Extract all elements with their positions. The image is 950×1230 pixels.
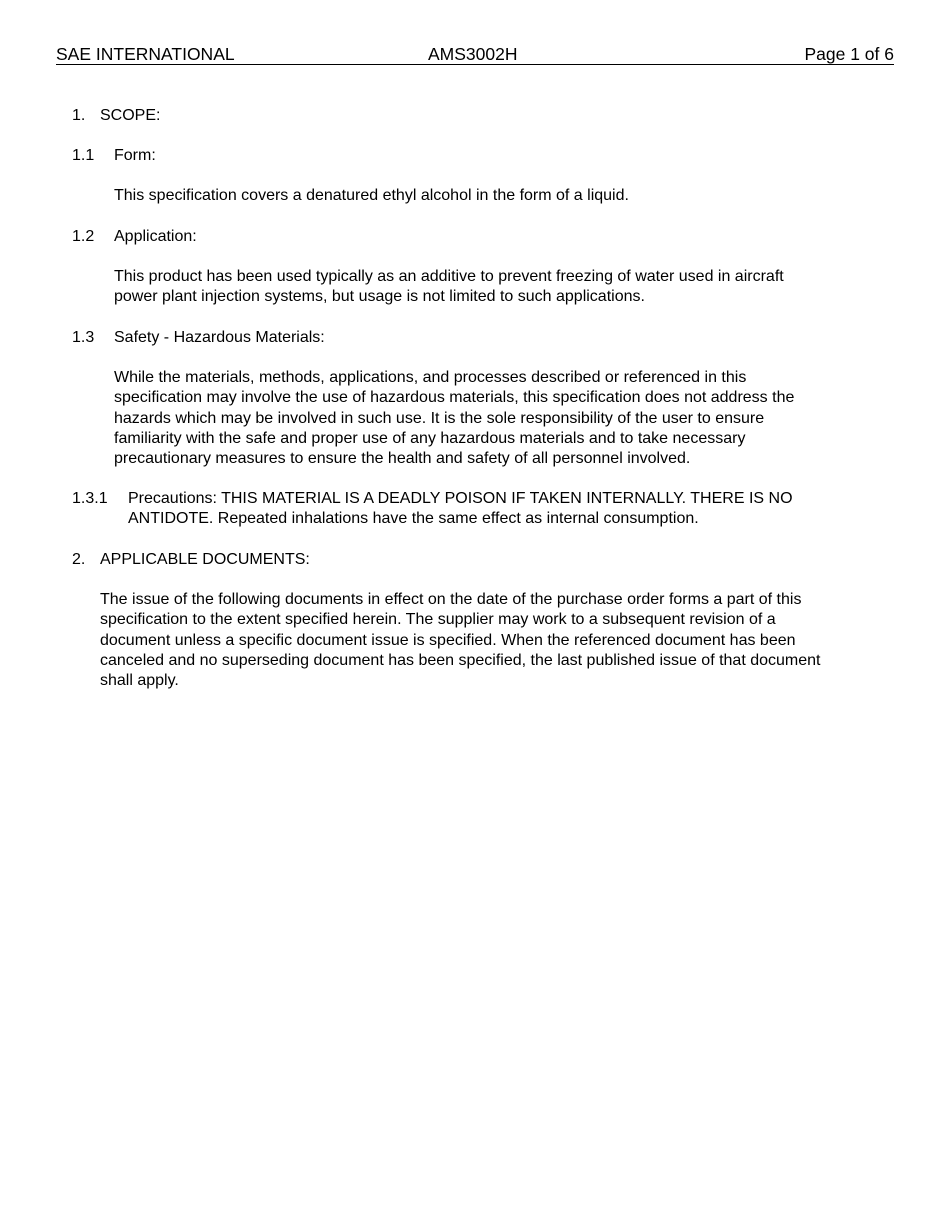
body-line: Precautions: THIS MATERIAL IS A DEADLY POISON IF TAKEN INTERNALLY. THERE IS NO (128, 490, 793, 507)
body-line: power plant injection systems, but usage is not limited to such applications. (114, 288, 645, 306)
body-line: This specification covers a denatured ethyl alcohol in the form of a liquid. (114, 187, 629, 204)
body-line: ANTIDOTE. Repeated inhalations have the same effect as internal consumption. (128, 510, 699, 528)
section-1-3-1-body (128, 489, 793, 530)
body-line: document unless a specific document issue is specified. When the referenced document has been (100, 631, 796, 649)
header-page-indicator: Page 1 of 6 (804, 44, 894, 64)
section-1-3-title: Safety - Hazardous Materials: (114, 329, 325, 346)
body-line: specification to the extent specified herein. The supplier may work to a subsequent revision of a (100, 611, 776, 629)
section-1-1-body (114, 186, 629, 206)
section-2-title: APPLICABLE DOCUMENTS: (100, 551, 310, 568)
body-line: specification may involve the use of hazardous materials, this specification does not address the (114, 389, 795, 407)
body-line: canceled and no superseding document has been specified, the last published issue of that document (100, 651, 821, 669)
section-2-number: 2. (72, 551, 86, 568)
header-document-number: AMS3002H (428, 44, 518, 64)
body-line: hazards which may be involved in such use. It is the sole responsibility of the user to ensure (114, 409, 765, 427)
body-line: This product has been used typically as an additive to prevent freezing of water used in aircraft (114, 268, 784, 285)
page-header (56, 44, 894, 65)
header-organization: SAE INTERNATIONAL (56, 44, 235, 64)
section-2-body (100, 590, 820, 691)
body-line: While the materials, methods, applications, and processes described or referenced in this (114, 369, 747, 386)
section-1-2-title: Application: (114, 228, 197, 245)
body-line: shall apply. (100, 672, 179, 690)
body-line: The issue of the following documents in effect on the date of the purchase order forms a part of this (100, 591, 802, 608)
body-line: familiarity with the safe and proper use of any hazardous materials and to take necessary (114, 429, 746, 447)
section-1-3-1-number: 1.3.1 (72, 490, 108, 507)
section-1-3-body (114, 368, 794, 469)
section-1-2-body (114, 267, 784, 308)
section-1-number: 1. (72, 107, 86, 124)
section-1-3-number: 1.3 (72, 329, 95, 346)
body-line: precautionary measures to ensure the health and safety of all personnel involved. (114, 450, 691, 468)
section-1-title: SCOPE: (100, 107, 161, 124)
section-1-1-number: 1.1 (72, 147, 95, 164)
section-1-1-title: Form: (114, 147, 156, 164)
section-1-2-number: 1.2 (72, 228, 95, 245)
